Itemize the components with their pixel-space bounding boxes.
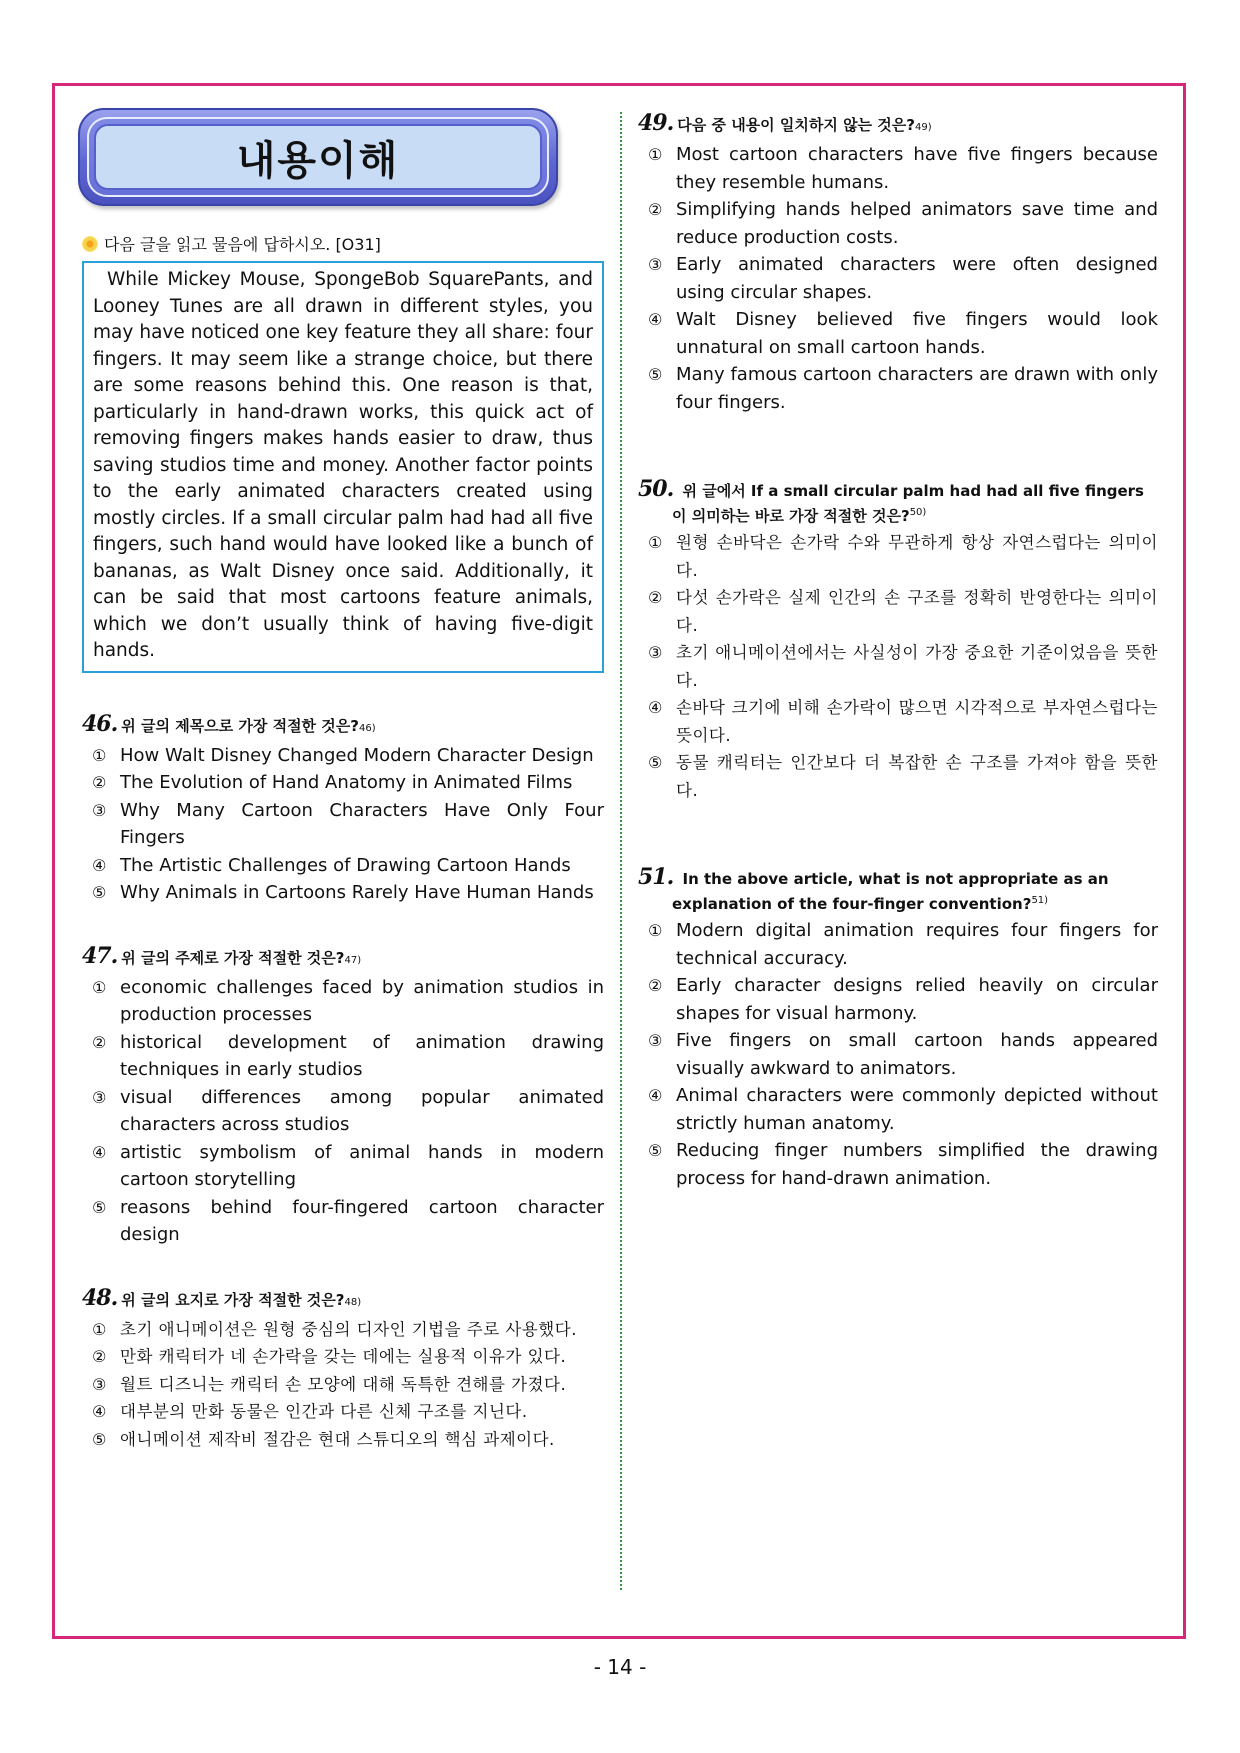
reading-passage <box>82 261 604 673</box>
instruction-text: 다음 글을 읽고 물음에 답하시오. [O31] <box>104 235 381 254</box>
question-number: 50. <box>638 476 674 502</box>
option-1[interactable]: ① Most cartoon characters have five fingers because they resemble humans. <box>648 144 1158 193</box>
option-1[interactable]: ① 초기 애니메이션은 원형 중심의 디자인 기법을 주로 사용했다. <box>92 1319 577 1339</box>
title-banner <box>78 108 558 206</box>
options-list <box>82 742 604 907</box>
option-5[interactable]: ⑤ reasons behind four-fingered cartoon character design <box>92 1196 604 1245</box>
question-text: 위 글의 요지로 가장 적절한 것은? <box>121 1290 345 1309</box>
options-list <box>638 917 1158 1192</box>
options-list <box>638 141 1158 416</box>
question-48 <box>82 1284 604 1454</box>
question-text: 위 글에서 If a small circular palm had had all five fingers <box>682 482 1144 500</box>
option-4[interactable]: ④ 손바닥 크기에 비해 손가락이 많으면 시각적으로 부자연스럽다는 뜻이다. <box>648 698 1158 745</box>
question-number: 49. <box>638 110 674 136</box>
question-text-line2: explanation of the four-finger convention? <box>672 895 1032 913</box>
instruction <box>82 232 604 255</box>
option-3[interactable]: ③ 초기 애니메이션에서는 사실성이 가장 중요한 기준이었음을 뜻한다. <box>648 643 1158 690</box>
options-list <box>82 974 604 1249</box>
option-5[interactable]: ⑤ Many famous cartoon characters are drawn with only four fingers. <box>648 364 1158 413</box>
option-1[interactable]: ① economic challenges faced by animation studios in production processes <box>92 976 604 1025</box>
option-4[interactable]: ④ The Artistic Challenges of Drawing Cartoon Hands <box>92 854 571 876</box>
option-2[interactable]: ② Simplifying hands helped animators save time and reduce production costs. <box>648 199 1158 248</box>
question-number: 46. <box>82 710 118 737</box>
option-3[interactable]: ③ 월트 디즈니는 캐릭터 손 모양에 대해 독특한 견해를 가졌다. <box>92 1374 567 1394</box>
footnote-ref: 51) <box>1031 895 1049 906</box>
question-49 <box>638 112 1158 416</box>
option-2[interactable]: ② historical development of animation drawing techniques in early studios <box>92 1031 604 1080</box>
question-51 <box>638 866 1158 1192</box>
option-2[interactable]: ② 다섯 손가락은 실제 인간의 손 구조를 정확히 반영한다는 의미이다. <box>648 588 1158 635</box>
question-number: 48. <box>82 1284 118 1311</box>
question-number: 51. <box>638 864 674 890</box>
option-2[interactable]: ② The Evolution of Hand Anatomy in Animated Films <box>92 772 573 793</box>
question-text: In the above article, what is not appropriate as an <box>682 870 1109 888</box>
left-column <box>82 108 604 1453</box>
option-5[interactable]: ⑤ Reducing finger numbers simplified the drawing process for hand-drawn animation. <box>648 1140 1158 1189</box>
option-3[interactable]: ③ Five fingers on small cartoon hands appeared visually awkward to animators. <box>648 1030 1158 1079</box>
right-column <box>638 112 1158 1192</box>
passage-text: While Mickey Mouse, SpongeBob SquarePants, and Looney Tunes are all drawn in different styles, you may have noticed one key feature they all share: four fingers. It may seem like a strange choice, but there are some reasons behind this. One reason is that, particularly in hand-drawn works, this quick act of removing fingers makes hands easier to draw, thus saving studios time and money. Another factor points to the early animated characters created using mostly circles. If a small circular palm had had all five fingers, such hand would have looked like a bunch of bananas, as Walt Disney once said. Additionally, it can be said that most cartoons feature animals, which we don’t usually think of having five-digit hands. <box>93 269 593 661</box>
option-3[interactable]: ③ Why Many Cartoon Characters Have Only Four Fingers <box>92 799 604 848</box>
footnote-ref: 49) <box>914 122 932 133</box>
option-5[interactable]: ⑤ 애니메이션 제작비 절감은 현대 스튜디오의 핵심 과제이다. <box>92 1429 555 1449</box>
question-text: 다음 중 내용이 일치하지 않는 것은? <box>677 116 915 134</box>
footnote-ref: 48) <box>344 1296 362 1308</box>
option-4[interactable]: ④ 대부분의 만화 동물은 인간과 다른 신체 구조를 지닌다. <box>92 1402 528 1421</box>
option-3[interactable]: ③ visual differences among popular animated characters across studios <box>92 1086 604 1135</box>
section-title: 내용이해 <box>236 137 400 184</box>
option-1[interactable]: ① 원형 손바닥은 손가락 수와 무관하게 항상 자연스럽다는 의미이다. <box>648 533 1158 580</box>
option-5[interactable]: ⑤ 동물 캐릭터는 인간보다 더 복잡한 손 구조를 가져야 함을 뜻한다. <box>648 753 1158 800</box>
question-47 <box>82 942 604 1249</box>
question-text: 위 글의 주제로 가장 적절한 것은? <box>121 948 345 967</box>
option-3[interactable]: ③ Early animated characters were often designed using circular shapes. <box>648 254 1158 303</box>
question-number: 47. <box>82 942 118 969</box>
question-50 <box>638 478 1158 804</box>
question-46 <box>82 710 604 907</box>
option-1[interactable]: ① How Walt Disney Changed Modern Character Design <box>92 744 594 766</box>
page-number: - 14 - <box>593 1655 647 1679</box>
options-list <box>82 1316 604 1454</box>
options-list <box>638 529 1158 804</box>
option-2[interactable]: ② 만화 캐릭터가 네 손가락을 갖는 데에는 실용적 이유가 있다. <box>92 1347 567 1366</box>
option-4[interactable]: ④ artistic symbolism of animal hands in modern cartoon storytelling <box>92 1141 604 1190</box>
column-divider <box>620 112 622 1590</box>
footnote-ref: 50) <box>909 507 927 518</box>
option-5[interactable]: ⑤ Why Animals in Cartoons Rarely Have Human Hands <box>92 882 594 903</box>
footnote-ref: 47) <box>344 954 362 966</box>
option-4[interactable]: ④ Walt Disney believed five fingers would look unnatural on small cartoon hands. <box>648 309 1158 358</box>
question-text-line2: 이 의미하는 바로 가장 적절한 것은? <box>672 507 910 525</box>
question-text: 위 글의 제목으로 가장 적절한 것은? <box>121 716 359 735</box>
option-1[interactable]: ① Modern digital animation requires four fingers for technical accuracy. <box>648 920 1158 969</box>
footnote-ref: 46) <box>358 722 376 734</box>
option-4[interactable]: ④ Animal characters were commonly depicted without strictly human anatomy. <box>648 1085 1158 1134</box>
option-2[interactable]: ② Early character designs relied heavily on circular shapes for visual harmony. <box>648 975 1158 1024</box>
flower-icon <box>82 236 98 252</box>
